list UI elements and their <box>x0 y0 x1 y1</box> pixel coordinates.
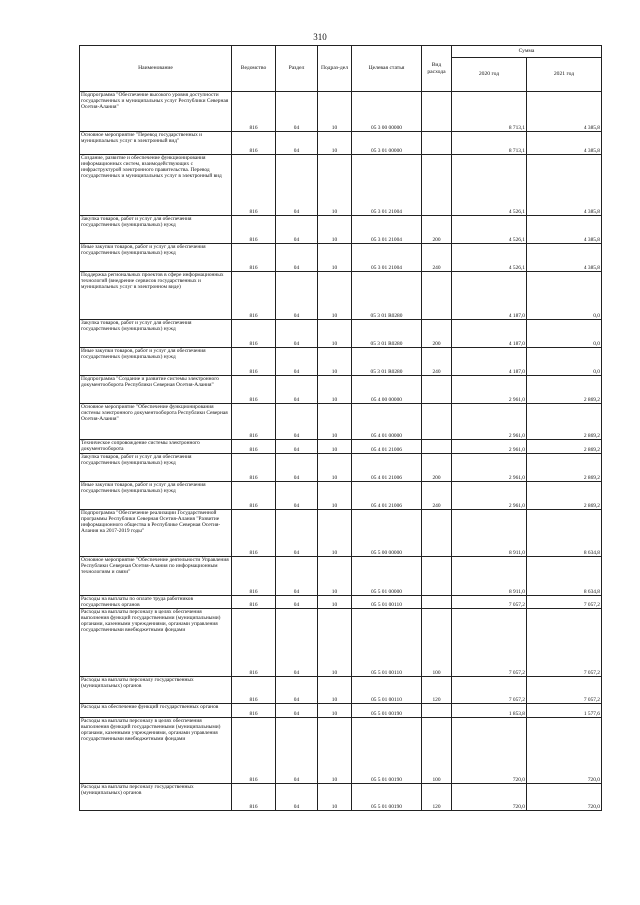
cell-sum-2021: 2 869,2 <box>527 404 602 440</box>
cell-target: 05 4 01 21006 <box>352 440 422 454</box>
table-row <box>80 482 602 510</box>
table-row <box>80 320 602 348</box>
cell-name: Закупка товаров, работ и услуг для обеспечения государственных (муниципальных) нужд <box>80 320 232 348</box>
cell-expense-type <box>422 510 452 557</box>
cell-expense-type <box>422 596 452 609</box>
cell-target: 05 5 01 00190 <box>352 704 422 718</box>
cell-name: Подпрограмма "Обеспечение высокого уровня доступности государственных и муниципальных услуг Республики Северная Осетия-Алания" <box>80 92 232 132</box>
cell-subsection: 10 <box>318 440 352 454</box>
table-row <box>80 92 602 132</box>
cell-subsection: 10 <box>318 155 352 216</box>
header-name: Наименование <box>80 46 232 92</box>
cell-sum-2021: 8 634,8 <box>527 510 602 557</box>
table-row <box>80 609 602 677</box>
cell-section: 04 <box>276 784 318 811</box>
cell-sum-2021: 0,0 <box>527 320 602 348</box>
cell-section: 04 <box>276 404 318 440</box>
cell-name: Основное мероприятие "Обеспечение функционирования системы электронного документооборота Республики Северная Осетия-Алания" <box>80 404 232 440</box>
cell-section: 04 <box>276 376 318 404</box>
cell-expense-type <box>422 272 452 320</box>
cell-sum-2020: 7 057,2 <box>452 609 527 677</box>
table-row <box>80 376 602 404</box>
table-row <box>80 557 602 596</box>
cell-target: 05 3 01 R0280 <box>352 348 422 376</box>
cell-section: 04 <box>276 596 318 609</box>
table-row <box>80 454 602 482</box>
cell-sum-2021: 2 869,2 <box>527 376 602 404</box>
cell-section: 04 <box>276 272 318 320</box>
table-row <box>80 718 602 784</box>
cell-subsection: 10 <box>318 482 352 510</box>
cell-subsection: 10 <box>318 596 352 609</box>
cell-sum-2020: 4 187,0 <box>452 348 527 376</box>
cell-expense-type: 200 <box>422 216 452 244</box>
cell-target: 05 4 00 00000 <box>352 376 422 404</box>
table-row <box>80 272 602 320</box>
cell-sum-2020: 2 961,0 <box>452 404 527 440</box>
cell-expense-type <box>422 155 452 216</box>
cell-sum-2021: 4 385,8 <box>527 92 602 132</box>
cell-section: 04 <box>276 677 318 704</box>
cell-name: Иные закупки товаров, работ и услуг для обеспечения государственных (муниципальных) нужд <box>80 482 232 510</box>
table-row <box>80 784 602 811</box>
cell-sum-2021: 7 057,2 <box>527 596 602 609</box>
table-row <box>80 404 602 440</box>
cell-name: Расходы на выплаты персоналу в целях обеспечения выполнения функций государственными (муниципальными) органами, казенными учреждениями, органами управления государственными внебюджетными фондами <box>80 718 232 784</box>
cell-sum-2021: 0,0 <box>527 348 602 376</box>
cell-section: 04 <box>276 348 318 376</box>
cell-sum-2021: 2 869,2 <box>527 454 602 482</box>
cell-sum-2021: 7 057,2 <box>527 677 602 704</box>
cell-target: 05 3 01 21004 <box>352 155 422 216</box>
budget-table <box>79 45 602 811</box>
cell-expense-type <box>422 557 452 596</box>
cell-target: 05 5 01 00000 <box>352 557 422 596</box>
cell-name: Расходы на выплаты персоналу в целях обеспечения выполнения функций государственными (муниципальными) органами, казенными учреждениями, органами управления государственными внебюджетными фондами <box>80 609 232 677</box>
cell-target: 05 3 01 21004 <box>352 216 422 244</box>
cell-section: 04 <box>276 609 318 677</box>
cell-subsection: 10 <box>318 320 352 348</box>
cell-subsection: 10 <box>318 92 352 132</box>
cell-subsection: 10 <box>318 454 352 482</box>
cell-name: Создание, развитие и обеспечение функционирования информационных систем, взаимодействующих с инфраструктурой электронного правительства. Перевод государственных и муниципальных услуг в электронный вид <box>80 155 232 216</box>
cell-expense-type: 240 <box>422 348 452 376</box>
cell-name: Закупка товаров, работ и услуг для обеспечения государственных (муниципальных) нужд <box>80 216 232 244</box>
cell-sum-2021: 7 057,2 <box>527 609 602 677</box>
cell-expense-type: 240 <box>422 244 452 272</box>
cell-sum-2021: 2 869,2 <box>527 482 602 510</box>
cell-sum-2020: 4 187,0 <box>452 272 527 320</box>
cell-sum-2021: 4 385,8 <box>527 216 602 244</box>
table-row <box>80 216 602 244</box>
cell-sum-2020: 1 853,8 <box>452 704 527 718</box>
cell-sum-2020: 8 713,1 <box>452 92 527 132</box>
cell-expense-type: 200 <box>422 454 452 482</box>
cell-dept: 816 <box>232 482 276 510</box>
cell-expense-type <box>422 376 452 404</box>
cell-dept: 816 <box>232 404 276 440</box>
cell-dept: 816 <box>232 454 276 482</box>
cell-name: Расходы на выплаты персоналу государственных (муниципальных) органов <box>80 784 232 811</box>
cell-sum-2020: 7 057,2 <box>452 677 527 704</box>
cell-dept: 816 <box>232 510 276 557</box>
cell-sum-2020: 4 526,1 <box>452 216 527 244</box>
cell-target: 05 3 01 R0280 <box>352 320 422 348</box>
cell-subsection: 10 <box>318 557 352 596</box>
cell-sum-2020: 720,0 <box>452 784 527 811</box>
cell-dept: 816 <box>232 677 276 704</box>
table-row <box>80 510 602 557</box>
cell-name: Иные закупки товаров, работ и услуг для обеспечения государственных (муниципальных) нужд <box>80 348 232 376</box>
cell-target: 05 3 01 21004 <box>352 244 422 272</box>
cell-sum-2021: 8 634,8 <box>527 557 602 596</box>
cell-target: 05 5 01 00110 <box>352 596 422 609</box>
cell-dept: 816 <box>232 376 276 404</box>
cell-dept: 816 <box>232 557 276 596</box>
cell-sum-2020: 8 713,1 <box>452 132 527 155</box>
cell-expense-type: 120 <box>422 677 452 704</box>
cell-dept: 816 <box>232 132 276 155</box>
cell-dept: 816 <box>232 272 276 320</box>
cell-name: Расходы на обеспечение функций государственных органов <box>80 704 232 718</box>
cell-expense-type: 240 <box>422 482 452 510</box>
header-section: Раздел <box>276 46 318 92</box>
header-subsection: Подраз-дел <box>318 46 352 92</box>
cell-target: 05 4 01 21006 <box>352 454 422 482</box>
cell-subsection: 10 <box>318 510 352 557</box>
cell-sum-2020: 2 961,0 <box>452 440 527 454</box>
cell-name: Подпрограмма "Обеспечение реализации Государственной программы Республики Северная Осетия-Алания "Развитие информационного общества в Республике Северная Осетия-Алания на 2017-2019 годы" <box>80 510 232 557</box>
cell-dept: 816 <box>232 596 276 609</box>
cell-sum-2020: 7 057,2 <box>452 596 527 609</box>
cell-name: Основное мероприятие "Обеспечение деятельности Управления Республики Северная Осетия-Алания по информационным технологиям и связи" <box>80 557 232 596</box>
cell-target: 05 5 00 00000 <box>352 510 422 557</box>
cell-subsection: 10 <box>318 376 352 404</box>
cell-target: 05 3 00 00000 <box>352 92 422 132</box>
cell-sum-2020: 4 187,0 <box>452 320 527 348</box>
table-row <box>80 132 602 155</box>
cell-dept: 816 <box>232 440 276 454</box>
cell-target: 05 5 01 00110 <box>352 677 422 704</box>
cell-sum-2021: 0,0 <box>527 272 602 320</box>
header-dept: Ведомство <box>232 46 276 92</box>
cell-target: 05 3 01 00000 <box>352 132 422 155</box>
cell-dept: 816 <box>232 704 276 718</box>
cell-section: 04 <box>276 482 318 510</box>
cell-section: 04 <box>276 320 318 348</box>
cell-subsection: 10 <box>318 404 352 440</box>
table-row <box>80 348 602 376</box>
cell-section: 04 <box>276 718 318 784</box>
cell-expense-type: 100 <box>422 718 452 784</box>
cell-sum-2020: 8 911,0 <box>452 510 527 557</box>
cell-expense-type: 200 <box>422 320 452 348</box>
cell-target: 05 3 01 R0280 <box>352 272 422 320</box>
cell-sum-2020: 4 526,1 <box>452 244 527 272</box>
table-row <box>80 596 602 609</box>
cell-name: Закупка товаров, работ и услуг для обеспечения государственных (муниципальных) нужд <box>80 454 232 482</box>
cell-subsection: 10 <box>318 609 352 677</box>
cell-expense-type <box>422 440 452 454</box>
table-row <box>80 440 602 454</box>
table-row <box>80 244 602 272</box>
cell-expense-type <box>422 132 452 155</box>
cell-sum-2021: 2 869,2 <box>527 440 602 454</box>
cell-dept: 816 <box>232 320 276 348</box>
cell-subsection: 10 <box>318 132 352 155</box>
cell-name: Техническое сопровождение системы электронного документооборота <box>80 440 232 454</box>
cell-subsection: 10 <box>318 718 352 784</box>
cell-name: Подпрограмма "Создание и развитие системы электронного документооборота Республики Северная Осетия-Алания" <box>80 376 232 404</box>
cell-subsection: 10 <box>318 348 352 376</box>
cell-expense-type: 120 <box>422 784 452 811</box>
cell-target: 05 5 01 00110 <box>352 609 422 677</box>
cell-section: 04 <box>276 557 318 596</box>
cell-sum-2021: 1 577,6 <box>527 704 602 718</box>
table-row <box>80 704 602 718</box>
cell-name: Расходы на выплаты персоналу государственных (муниципальных) органов <box>80 677 232 704</box>
table-row <box>80 155 602 216</box>
cell-target: 05 5 01 00190 <box>352 718 422 784</box>
cell-name: Расходы на выплаты по оплате труда работников государственных органов <box>80 596 232 609</box>
cell-sum-2020: 2 961,0 <box>452 482 527 510</box>
cell-section: 04 <box>276 216 318 244</box>
cell-expense-type <box>422 92 452 132</box>
cell-sum-2021: 720,0 <box>527 718 602 784</box>
cell-sum-2020: 4 526,1 <box>452 155 527 216</box>
cell-section: 04 <box>276 92 318 132</box>
cell-subsection: 10 <box>318 704 352 718</box>
cell-section: 04 <box>276 440 318 454</box>
cell-expense-type: 100 <box>422 609 452 677</box>
cell-dept: 816 <box>232 348 276 376</box>
header-expense-type: Вид расхода <box>422 46 452 92</box>
cell-sum-2021: 4 385,8 <box>527 155 602 216</box>
cell-sum-2020: 720,0 <box>452 718 527 784</box>
cell-sum-2021: 4 385,8 <box>527 132 602 155</box>
cell-target: 05 4 01 21006 <box>352 482 422 510</box>
cell-subsection: 10 <box>318 244 352 272</box>
cell-section: 04 <box>276 244 318 272</box>
cell-section: 04 <box>276 454 318 482</box>
cell-sum-2020: 8 911,0 <box>452 557 527 596</box>
cell-subsection: 10 <box>318 784 352 811</box>
cell-dept: 816 <box>232 609 276 677</box>
cell-subsection: 10 <box>318 677 352 704</box>
page-number: 310 <box>313 32 327 42</box>
cell-name: Иные закупки товаров, работ и услуг для обеспечения государственных (муниципальных) нужд <box>80 244 232 272</box>
header-year-2020: 2020 год <box>452 58 527 92</box>
cell-name: Поддержка региональных проектов в сфере информационных технологий (внедрение сервисов государственных и муниципальных услуг в электронном виде) <box>80 272 232 320</box>
cell-sum-2020: 2 961,0 <box>452 376 527 404</box>
header-sum: Сумма <box>452 46 602 58</box>
cell-name: Основное мероприятие "Перевод государственных и муниципальных услуг в электронный вид" <box>80 132 232 155</box>
cell-section: 04 <box>276 132 318 155</box>
cell-dept: 816 <box>232 216 276 244</box>
cell-section: 04 <box>276 704 318 718</box>
cell-expense-type <box>422 404 452 440</box>
cell-dept: 816 <box>232 155 276 216</box>
table-row <box>80 677 602 704</box>
cell-dept: 816 <box>232 784 276 811</box>
cell-section: 04 <box>276 155 318 216</box>
header-target: Целевая статья <box>352 46 422 92</box>
cell-sum-2021: 4 385,8 <box>527 244 602 272</box>
cell-target: 05 4 01 00000 <box>352 404 422 440</box>
header-year-2021: 2021 год <box>527 58 602 92</box>
cell-sum-2021: 720,0 <box>527 784 602 811</box>
cell-sum-2020: 2 961,0 <box>452 454 527 482</box>
cell-target: 05 5 01 00190 <box>352 784 422 811</box>
cell-section: 04 <box>276 510 318 557</box>
cell-dept: 816 <box>232 718 276 784</box>
cell-subsection: 10 <box>318 272 352 320</box>
cell-subsection: 10 <box>318 216 352 244</box>
cell-dept: 816 <box>232 92 276 132</box>
cell-dept: 816 <box>232 244 276 272</box>
cell-expense-type <box>422 704 452 718</box>
